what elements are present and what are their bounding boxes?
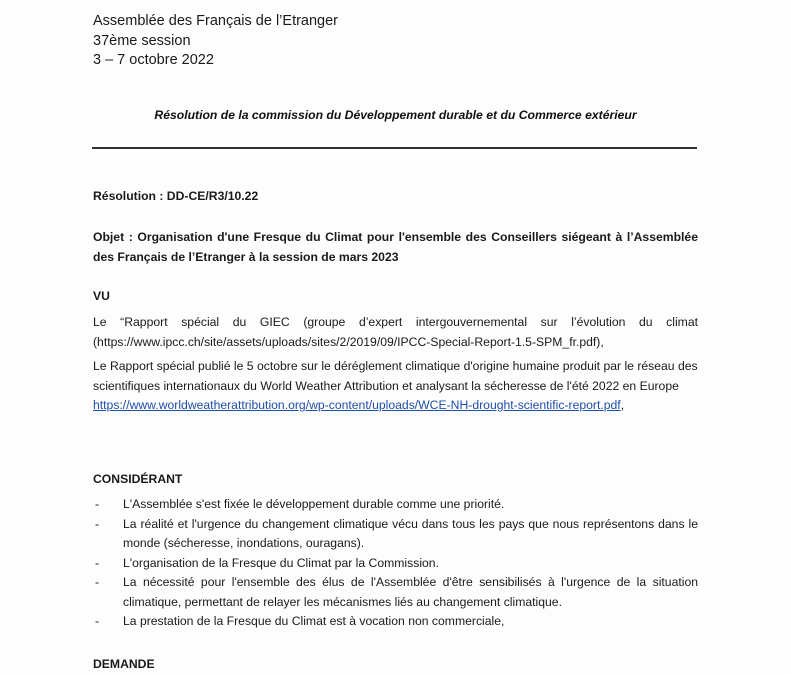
list-item-text: L'organisation de la Fresque du Climat par la Commission. [123,555,439,570]
bullet-dash: - [95,555,100,570]
wwa-report-text: Le Rapport spécial publié le 5 octobre sur le déréglement climatique d'origine humaine produit par le réseau des scientifiques internationaux du World Weather Attribution et analysant la sécheresse de l'été 2022 en Europe [93,359,698,393]
resolution-subject: Objet : Organisation d'une Fresque du Climat pour l'ensemble des Conseillers siégeant à l’Assemblée des Français de l’Etranger à la session de mars 2023 [93,230,698,264]
list-item [93,573,698,612]
giec-report-paragraph [93,313,698,352]
list-item-text: La nécessité pour l'ensemble des élus de l'Assemblée d'être sensibilisés à l'urgence de la situation climatique, permettant de relayer les mécanismes liés au changement climatique. [123,575,698,609]
list-item [93,612,698,632]
session-number: 37ème session [93,32,191,49]
horizontal-divider [92,147,697,149]
giec-report-line: Le “Rapport spécial du GIEC (groupe d’expert intergouvernemental sur l’évolution du climat [93,315,698,329]
list-item-text: L'Assemblée s'est fixée le développement durable comme une priorité. [123,497,505,511]
bullet-dash: - [95,497,100,511]
commission-title: Résolution de la commission du Développement durable et du Commerce extérieur [154,108,637,122]
list-item-text: La réalité et l'urgence du changement climatique vécu dans tous les pays que nous représentons dans le monde (sécheresse, inondations, ouragans). [123,516,698,550]
considerant-list [93,495,698,632]
resolution-reference: Résolution : DD-CE/R3/10.22 [93,189,259,203]
considerant-heading: CONSIDÉRANT [93,472,183,486]
wwa-report-paragraph [93,357,698,416]
giec-report-url: (https://www.ipcc.ch/site/assets/uploads/sites/2/2019/09/IPCC-Special-Report-1.5-SPM_fr.pdf), [93,334,604,349]
demande-heading: DEMANDE [93,657,155,671]
list-item-text: La prestation de la Fresque du Climat est à vocation non commerciale, [123,614,505,628]
wwa-link-suffix: , [620,398,625,412]
list-item [93,495,698,515]
session-dates: 3 – 7 octobre 2022 [93,52,214,68]
wwa-report-link[interactable]: https://www.worldweatherattribution.org/wp-content/uploads/WCE-NH-drought-scientific-report.pdf [93,398,621,412]
list-item [93,554,698,574]
bullet-dash: - [95,516,100,531]
list-item [93,515,698,554]
bullet-dash: - [95,575,100,589]
bullet-dash: - [95,614,100,628]
vu-heading: VU [93,289,110,303]
organization-name: Assemblée des Français de l’Etranger [93,13,339,29]
document-header [93,12,338,71]
